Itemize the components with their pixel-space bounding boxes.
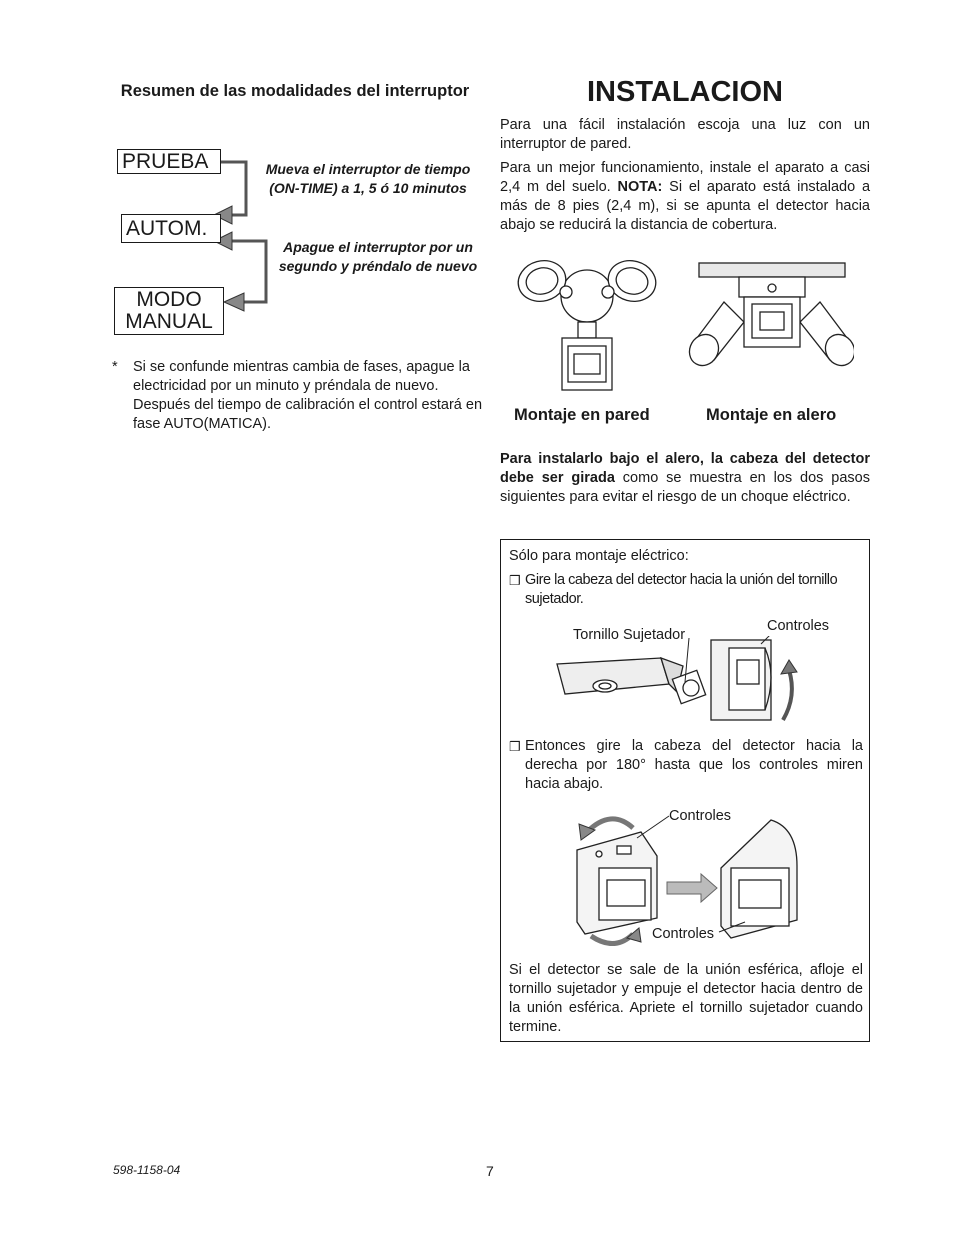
rotate-head-illustration bbox=[551, 636, 811, 726]
box-step1-text: Gire la cabeza del detector hacia la unión del tornillo sujetador. bbox=[525, 572, 838, 607]
note-on-time: Mueva el interruptor de tiempo (ON-TIME) a 1, 5 ó 10 minutos bbox=[265, 161, 471, 196]
rotate-180-illustration bbox=[571, 810, 811, 946]
note-power-cycle: Apague el interruptor por un segundo y préndalo de nuevo bbox=[278, 239, 478, 274]
checkbox-icon: ❒ bbox=[509, 739, 521, 754]
label-controles-1: Controles bbox=[767, 618, 830, 634]
caption-wall-mount: Montaje en pared bbox=[514, 406, 650, 424]
mode-prueba: PRUEBA bbox=[117, 149, 221, 174]
page-number: 7 bbox=[486, 1163, 494, 1179]
document-code: 598-1158-04 bbox=[113, 1163, 181, 1177]
electrical-mount-box bbox=[500, 539, 870, 1042]
install-p3-bold: Para instalarlo bajo el alero, la cabeza del detector debe ser girada bbox=[500, 451, 870, 486]
label-controles-bottom: Controles bbox=[652, 926, 715, 942]
label-tornillo: Tornillo Sujetador bbox=[573, 627, 686, 643]
box-step1 bbox=[509, 571, 863, 609]
install-p3 bbox=[500, 450, 870, 507]
caption-eave-mount: Montaje en alero bbox=[706, 406, 837, 424]
mode-autom: AUTOM. bbox=[121, 214, 221, 243]
wall-mount-illustration bbox=[512, 254, 662, 394]
install-p2-b: Si el aparato está instalado a más de 8 pies (2,4 m), si se apunta el detector hacia abajo se reducirá la distancia de cobertura. bbox=[500, 179, 871, 233]
install-p2 bbox=[500, 159, 870, 235]
install-p2-note: NOTA: bbox=[617, 179, 663, 195]
eave-mount-illustration bbox=[684, 262, 854, 372]
mode-manual: MODO MANUAL bbox=[114, 287, 224, 335]
summary-title: Resumen de las modalidades del interruptor bbox=[120, 82, 470, 100]
footnote-text: Si se confunde mientras cambia de fases, apague la electricidad por un minuto y préndala de nuevo. Después del tiempo de calibración el control estará en fase AUTO(MATICA). bbox=[133, 359, 483, 432]
footnote bbox=[112, 358, 484, 434]
footnote-mark: * bbox=[112, 359, 118, 375]
box-step2-text: Entonces gire la cabeza del detector hacia la derecha por 180° hasta que los controles miren hacia abajo. bbox=[525, 738, 863, 792]
label-controles-top: Controles bbox=[669, 808, 732, 824]
install-title: INSTALACION bbox=[586, 76, 783, 108]
install-p2-a: Para un mejor funcionamiento, instale el aparato a casi 2,4 m del suelo. bbox=[500, 160, 870, 195]
box-step2 bbox=[509, 737, 863, 794]
box-heading: Sólo para montaje eléctrico: bbox=[509, 548, 689, 564]
install-p3-rest: como se muestra en los dos pasos siguientes para evitar el riesgo de un choque eléctrico. bbox=[500, 470, 870, 505]
checkbox-icon: ❒ bbox=[509, 573, 521, 588]
box-closing: Si el detector se sale de la unión esférica, afloje el tornillo sujetador y empuje el detector hacia dentro de la unión esférica. Apriete el tornillo sujetador cuando termine. bbox=[509, 962, 863, 1035]
install-p1: Para una fácil instalación escoja una luz con un interruptor de pared. bbox=[500, 117, 870, 152]
